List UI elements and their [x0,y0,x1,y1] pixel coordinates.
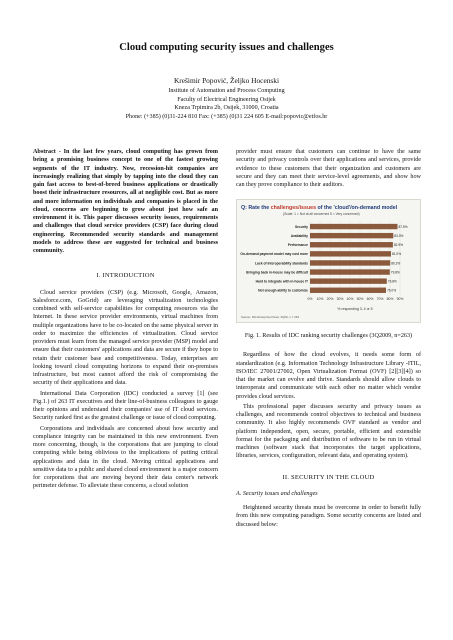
value-label: 87.5% [398,225,408,230]
bar [310,233,393,238]
value-label: 81.0% [392,252,402,257]
x-tick-label: 40% [346,297,354,302]
x-axis-label: % responding 3, 4 or 5 [337,307,373,312]
value-label: 76.8% [387,279,397,284]
bar [310,251,391,256]
intro-continuation: provider must ensure that customers can continue to have the same security and privacy controls over their applications and services, provide evidence to these customers that their organization and customers are secure and they can meet their service-level agreements, and show how can they prove compliance to their auditors. [236,149,421,188]
section-title-security: II. SECURITY IN THE CLOUD [282,473,375,481]
chart-title [241,205,398,211]
idc-chart [237,200,420,322]
chart-title-part: of the 'cloud'/on-demand model [316,205,398,212]
intro-paragraph: Cloud service providers (CSP) (e.g. Microsoft, Google, Amazon, Salesforce.com, GoGrid) are leveraging virtualization technologies combined with self-service capabilities for computing resources via the Internet. In these service provider environments, virtual machines from multiple organizations have to be co-located on the same physical server in order to maximize the efficiencies of virtualization. Cloud service providers must learn from the managed service provider (MSP) model and ensure that their customers' applications and data are secure if they hope to retain their customer base and competitiveness. Today, enterprises are looking toward cloud computing horizons to expand their on-premises infrastructure, but most cannot afford the risk of compromising the security of their applications and data. [33,289,218,387]
abstract-text: In the last few years, cloud computing has grown from being a promising business concept to one of the fastest growing segments of the IT industry. Now, recession-hit companies are increasingly realizing that simply by tapping into the cloud they can gain fast access to best-of-breed business applications or drastically boost their infrastructure resources, all at negligible cost. But as more and more information on individuals and companies is placed in the cloud, concerns are beginning to grow about just how safe an environment it is. This paper discusses security issues, requirements and challenges that cloud service providers (CSP) face during cloud engineering. Recommended security standards and management models to address these are suggested for technical and business community. [33,149,218,254]
x-tick-label: 60% [366,297,374,302]
value-label: 82.9% [393,243,403,248]
category-label: Hard to integrate with in-house IT [255,279,308,284]
bar [310,224,398,229]
x-tick-label: 10% [316,297,324,302]
chart-title-part: Q: Rate the [241,205,271,212]
affiliation-line: Kneza Trpimira 2b, Osijek, 31000, Croatia [174,105,279,112]
x-tick-label: 50% [356,297,364,302]
section-title-introduction: I. INTRODUCTION [96,272,155,280]
right-column [236,148,421,531]
bar [310,270,390,275]
value-label: 76.0% [387,288,397,293]
body-paragraph: This professional paper discusses security and privacy issues as challenges, and recommends control objectives to technical and business community. It also highly recommends OVF standard as vendor and platform independent, open, secure, portable, efficient and extensible format for the packaging and distribution of software to be run in virtual machines (software stack that incorporates the target applications, libraries, services, configuration, relevant data, and operating system). [236,403,421,460]
intro-paragraph: Corporations and individuals are concerned about how security and compliance integrity can be maintained in this new environment. Even more concerning, though, is the corporations that are jumping to cloud computing while being oblivious to the implications of putting critical applications and data in the cloud. Moving critical applications and sensitive data to a public and shared cloud environment is a major concern for corporations that are moving beyond their data center's network perimeter defense. To alleviate these concerns, a cloud solution [33,425,218,490]
bar [310,261,390,266]
body-paragraph: Heightened security threats must be overcome in order to benefit fully from this new computing paradigm. Some security concerns are listed and discussed below: [236,505,421,528]
affiliation-line: Faculty of Electrical Engineering Osijek [177,96,276,103]
chart-subtitle: (Scale: 1 = Not at all concerned 5 = Very concerned) [283,212,360,217]
bar [310,279,387,284]
bar [310,242,393,247]
value-label: 79.8% [390,270,400,275]
figure-idc-survey [236,199,421,323]
figure-caption: Fig. 1. Results of IDC ranking security challenges (3Q2009, n=263) [244,333,413,340]
x-tick-label: 90% [396,297,404,302]
x-tick-label: 80% [386,297,394,302]
category-label: Security [294,225,308,230]
subsection-title: A. Security issues and challenges [236,490,318,497]
left-column [33,148,218,493]
x-tick-label: 20% [326,297,334,302]
abstract [33,148,218,255]
x-tick-label: 70% [376,297,384,302]
chart-title-part: challenges/issues [270,205,317,212]
abstract-label: Abstract - [33,149,61,155]
value-label: 80.2% [391,261,401,266]
intro-paragraph: International Data Corporation (IDC) conducted a survey [1] (see Fig.1.) of 263 IT executives and their line-of-business colleagues to gauge their opinions and understand their companies' use of IT cloud services. Security ranked first as the greatest challenge or issue of cloud computing. [33,390,218,422]
paper-title: Cloud computing security issues and challenges [119,42,334,53]
chart-source: Source: IDC Enterprise Panel, 3Q09, n = 263 [241,315,299,320]
paper-authors: Krešimir Popović, Željko Hocenski [173,76,280,85]
value-label: 83.3% [394,234,404,239]
affiliation-line: Phone: (+385) (0)31-224 810 Fax: (+385) (0)31 224 605 E-mail:popovic@etfos.hr [125,113,328,120]
bar [310,288,386,293]
category-label: Not enough ability to customize [258,288,308,293]
category-label: Performance [287,243,308,248]
category-label: Lack of interoperability standards [255,261,308,266]
affiliation-line: Institute of Automation and Process Computing [168,88,285,94]
category-label: Availability [290,234,308,239]
body-paragraph: Regardless of how the cloud evolves, it needs some form of standardization (e.g. Information Technology Infrastructure Library -ITIL, ISO/IEC 27001/27002, Open Virtualization Format (OVF) [2][3][4]) so that the market can evolve and thrive. Standards should allow clouds to interoperate and communicate with each other no matter which vendor provides cloud services. [236,352,421,400]
x-tick-label: 30% [336,297,344,302]
category-label: Bringing back in-house may be difficult [246,270,308,275]
affiliation-block [20,87,433,121]
x-tick-label: 0% [307,297,313,302]
category-label: On-demand payment model may cost more [240,252,308,257]
